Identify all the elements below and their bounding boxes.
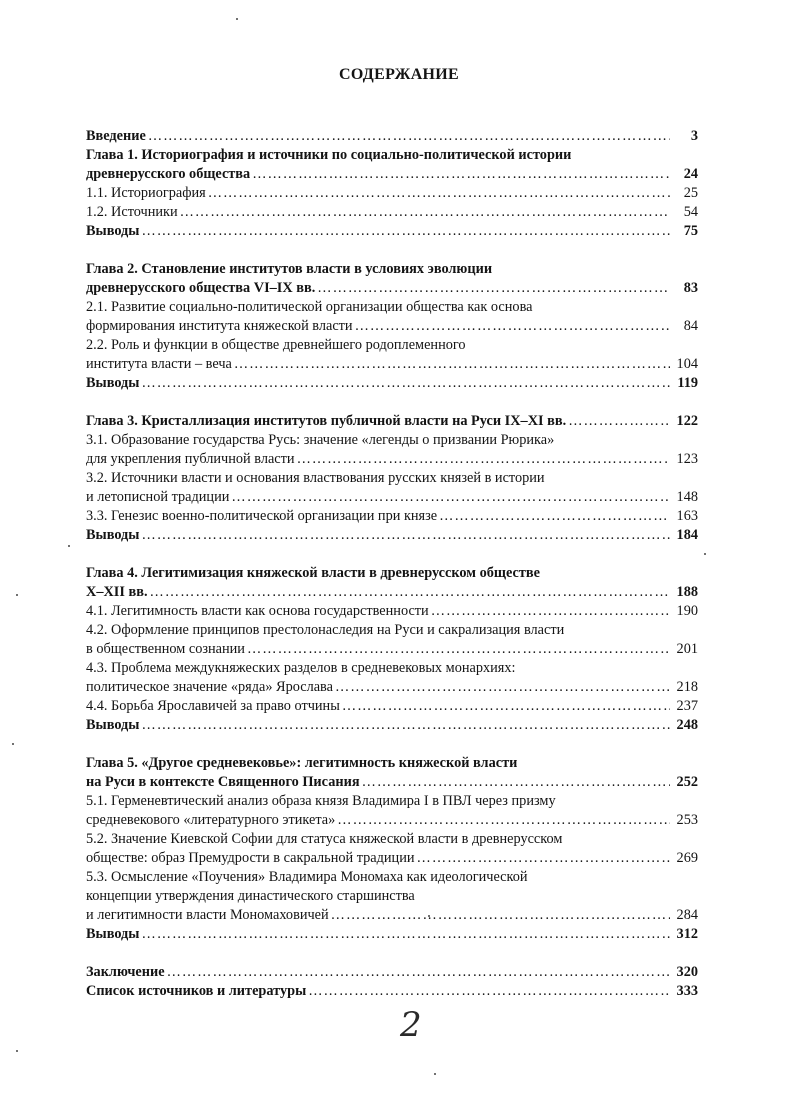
toc-entry-page: 218 <box>676 679 698 695</box>
toc-entry <box>86 887 698 906</box>
toc-entry-title: 2.2. Роль и функции в обществе древнейшего родоплеменного <box>86 337 466 353</box>
scan-speck <box>16 594 18 596</box>
toc-entry-title: обществе: образ Премудрости в сакральной традиции <box>86 850 415 866</box>
toc-entry-page: 312 <box>676 926 698 942</box>
toc-entry-page: 269 <box>676 850 698 866</box>
toc-entry <box>86 298 698 317</box>
toc-entry <box>86 678 698 697</box>
toc-entry-title: института власти – веча <box>86 356 232 372</box>
toc-entry <box>86 526 698 545</box>
toc-entry-page: 188 <box>676 584 698 600</box>
toc-entry-page: 3 <box>690 128 698 144</box>
dot-leader <box>331 906 670 925</box>
toc-entry <box>86 374 698 393</box>
toc-entry-title: 2.1. Развитие социально-политической организации общества как основа <box>86 299 533 315</box>
toc-entry-page: 201 <box>676 641 698 657</box>
toc-entry-title: 5.1. Герменевтический анализ образа князя Владимира I в ПВЛ через призму <box>86 793 556 809</box>
toc-entry-title: 3.2. Источники власти и основания властвования русских князей в истории <box>86 470 545 486</box>
dot-leader <box>150 583 670 602</box>
toc-entry <box>86 222 698 241</box>
toc-entry-title: формирования института княжеской власти <box>86 318 353 334</box>
dot-leader <box>141 222 670 241</box>
dot-leader <box>335 678 670 697</box>
toc-entry-title: древнерусского общества VI–IX вв. <box>86 280 316 296</box>
toc-entry <box>86 583 698 602</box>
toc-entry <box>86 849 698 868</box>
toc-entry-page: 54 <box>683 204 698 220</box>
toc-entry <box>86 621 698 640</box>
toc-entry-title: средневекового «литературного этикета» <box>86 812 336 828</box>
toc-entry-title: политическое значение «ряда» Ярослава <box>86 679 333 695</box>
toc-entry-title: 5.3. Осмысление «Поучения» Владимира Мономаха как идеологической <box>86 869 528 885</box>
dot-leader <box>337 811 670 830</box>
toc-entry <box>86 868 698 887</box>
toc-entry-title: для укрепления публичной власти <box>86 451 295 467</box>
toc-entry-title: Введение <box>86 128 146 144</box>
toc-entry-title: 3.1. Образование государства Русь: значение «легенды о призвании Рюрика» <box>86 432 555 448</box>
toc-entry <box>86 773 698 792</box>
toc-entry <box>86 184 698 203</box>
toc-entry-title: Список источников и литературы <box>86 983 307 999</box>
toc-entry <box>86 127 698 146</box>
toc-entry-title: и летописной традиции <box>86 489 230 505</box>
toc-entry-title: Выводы <box>86 375 140 391</box>
dot-leader <box>568 412 670 431</box>
toc-entry-title: Выводы <box>86 223 140 239</box>
toc-entry-title: Глава 5. «Другое средневековье»: легитимность княжеской власти <box>86 755 518 771</box>
toc-entry-title: 4.3. Проблема междукняжеских разделов в средневековых монархиях: <box>86 660 516 676</box>
dot-leader <box>362 773 670 792</box>
toc-entry <box>86 830 698 849</box>
dot-leader <box>317 279 670 298</box>
toc-entry <box>86 792 698 811</box>
scan-speck <box>434 1073 436 1075</box>
toc-entry-page: 252 <box>676 774 698 790</box>
dot-leader <box>234 355 670 374</box>
toc-entry <box>86 564 698 583</box>
scan-speck <box>704 553 706 555</box>
toc-entry-title: в общественном сознании <box>86 641 245 657</box>
toc-entry <box>86 640 698 659</box>
toc-entry <box>86 165 698 184</box>
dot-leader <box>252 165 670 184</box>
toc-entry-title: и легитимности власти Мономаховичей <box>86 907 329 923</box>
dot-leader <box>180 203 670 222</box>
toc-entry <box>86 507 698 526</box>
dot-leader <box>231 488 670 507</box>
toc-entry <box>86 982 698 1001</box>
toc-entry-page: 75 <box>683 223 698 239</box>
toc-entry-title: древнерусского общества <box>86 166 251 182</box>
toc-entry-page: 284 <box>676 907 698 923</box>
toc-entry-page: 84 <box>683 318 698 334</box>
dot-leader <box>417 849 670 868</box>
toc-entry-page: 25 <box>683 185 698 201</box>
toc-entry-title: на Руси в контексте Священного Писания <box>86 774 360 790</box>
toc-entry-title: Глава 1. Историография и источники по социально-политической истории <box>86 147 572 163</box>
toc-entry <box>86 336 698 355</box>
toc-entry <box>86 602 698 621</box>
toc-entry <box>86 754 698 773</box>
toc-entry-page: 320 <box>676 964 698 980</box>
toc-entry-title: Глава 2. Становление институтов власти в условиях эволюции <box>86 261 493 277</box>
dot-leader <box>247 640 670 659</box>
toc-entry-page: 83 <box>683 280 698 296</box>
toc-entry-page: 237 <box>676 698 698 714</box>
toc-entry <box>86 697 698 716</box>
toc-entry-page: 122 <box>676 413 698 429</box>
toc-entry-title: Глава 3. Кристаллизация институтов публичной власти на Руси IX–XI вв. <box>86 413 567 429</box>
dot-leader <box>141 374 670 393</box>
dot-leader <box>141 526 670 545</box>
toc-entry-title: 1.2. Источники <box>86 204 178 220</box>
toc-entry-page: 253 <box>676 812 698 828</box>
dot-leader <box>342 697 670 716</box>
table-of-contents <box>86 127 698 1001</box>
toc-entry <box>86 355 698 374</box>
toc-entry <box>86 317 698 336</box>
toc-entry-title: Выводы <box>86 717 140 733</box>
toc-entry-page: 248 <box>676 717 698 733</box>
toc-entry <box>86 203 698 222</box>
toc-entry-page: 333 <box>676 983 698 999</box>
toc-entry-page: 184 <box>676 527 698 543</box>
toc-entry <box>86 925 698 944</box>
toc-entry <box>86 450 698 469</box>
toc-entry <box>86 811 698 830</box>
toc-entry-title: Глава 4. Легитимизация княжеской власти в древнерусском обществе <box>86 565 540 581</box>
dot-leader <box>431 602 670 621</box>
toc-entry <box>86 659 698 678</box>
toc-entry-title: 4.1. Легитимность власти как основа государственности <box>86 603 429 619</box>
toc-entry-title: 4.2. Оформление принципов престолонаследия на Руси и сакрализация власти <box>86 622 565 638</box>
toc-entry <box>86 146 698 165</box>
toc-entry <box>86 431 698 450</box>
toc-entry-title: концепции утверждения династического старшинства <box>86 888 415 904</box>
dot-leader <box>141 925 670 944</box>
toc-entry-page: 163 <box>676 508 698 524</box>
toc-entry <box>86 716 698 735</box>
toc-entry-title: Выводы <box>86 926 140 942</box>
dot-leader <box>167 963 670 982</box>
toc-entry-page: 24 <box>683 166 698 182</box>
dot-leader <box>208 184 670 203</box>
toc-entry-title: 4.4. Борьба Ярославичей за право отчины <box>86 698 340 714</box>
toc-entry-page: 104 <box>676 356 698 372</box>
toc-entry <box>86 469 698 488</box>
dot-leader <box>148 127 670 146</box>
toc-entry-title: X–XII вв. <box>86 584 148 600</box>
scan-speck <box>16 1050 18 1052</box>
toc-entry-page: 190 <box>676 603 698 619</box>
scan-speck <box>236 18 238 20</box>
toc-entry <box>86 279 698 298</box>
dot-leader <box>297 450 670 469</box>
toc-entry-title: 5.2. Значение Киевской Софии для статуса княжеской власти в древнерусском <box>86 831 563 847</box>
dot-leader <box>308 982 670 1001</box>
toc-entry-title: 1.1. Историография <box>86 185 206 201</box>
dot-leader <box>439 507 670 526</box>
toc-entry <box>86 260 698 279</box>
dot-leader <box>355 317 670 336</box>
scan-speck <box>428 915 430 917</box>
scan-speck <box>12 743 14 745</box>
dot-leader <box>141 716 670 735</box>
toc-entry <box>86 412 698 431</box>
toc-entry-page: 123 <box>676 451 698 467</box>
toc-entry <box>86 963 698 982</box>
toc-entry <box>86 488 698 507</box>
handwritten-page-number: 2 <box>400 1005 422 1045</box>
scan-speck <box>68 545 70 547</box>
toc-entry-title: Выводы <box>86 527 140 543</box>
page-title: СОДЕРЖАНИЕ <box>338 66 460 83</box>
toc-entry-title: Заключение <box>86 964 165 980</box>
toc-entry <box>86 906 698 925</box>
toc-entry-page: 148 <box>676 489 698 505</box>
toc-entry-title: 3.3. Генезис военно-политической организации при князе <box>86 508 438 524</box>
toc-entry-page: 119 <box>677 375 698 391</box>
